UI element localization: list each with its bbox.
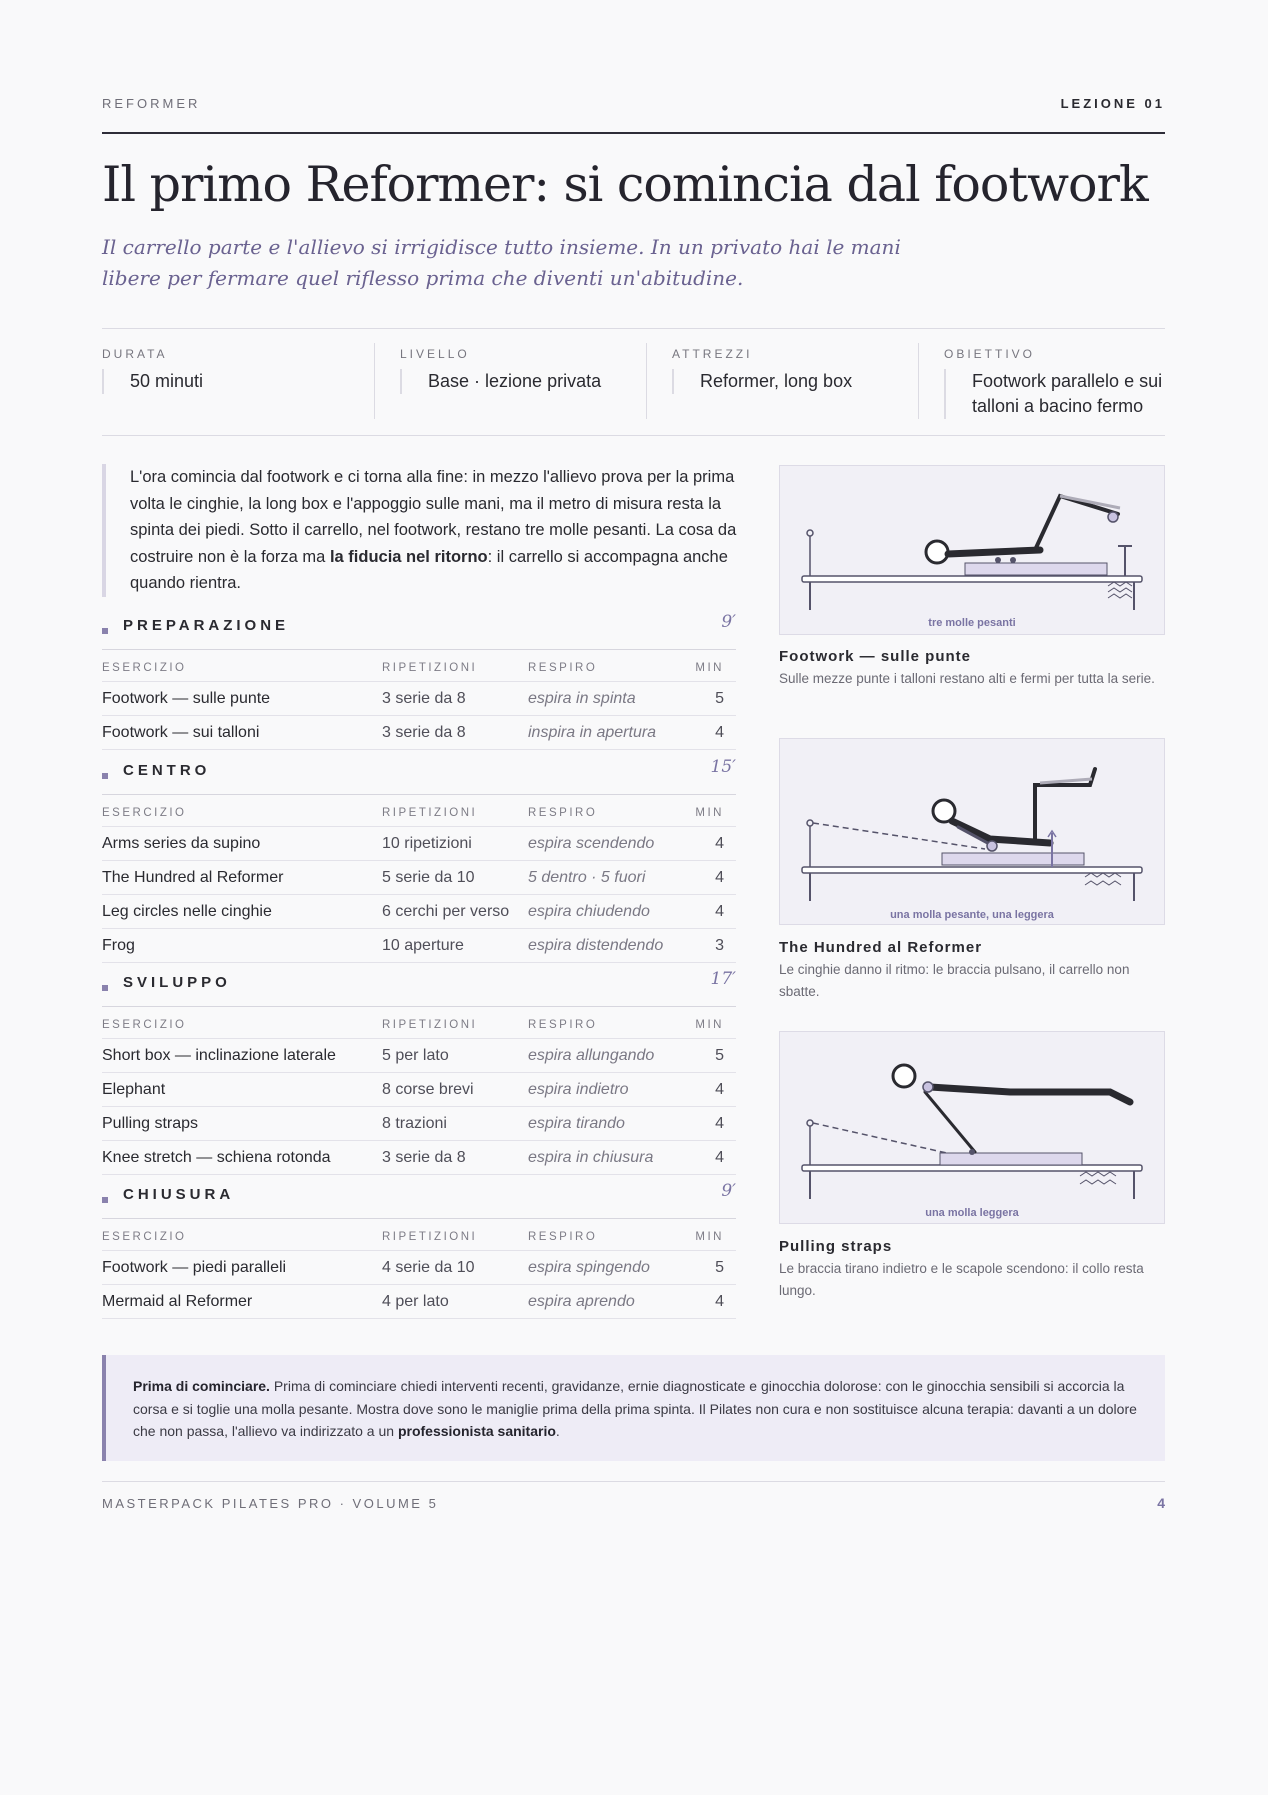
exercise-min: 4	[715, 1115, 724, 1132]
exercise-name: Mermaid al Reformer	[102, 1293, 253, 1310]
exercise-name: Elephant	[102, 1081, 166, 1098]
meta-divider	[918, 343, 919, 419]
exercise-name: Footwork — sulle punte	[102, 690, 271, 707]
exercise-name: Footwork — piedi paralleli	[102, 1259, 287, 1276]
exercise-min: 4	[715, 903, 724, 920]
figure-spring-tag: tre molle pesanti	[928, 617, 1016, 629]
reformer-hundred-illustration	[780, 739, 1166, 926]
meta-label: LIVELLO	[400, 347, 470, 361]
exercise-name: Pulling straps	[102, 1115, 199, 1132]
safety-note	[102, 1355, 1165, 1461]
meta-duration	[102, 329, 362, 435]
meta-equipment	[672, 329, 902, 435]
exercise-reps: 8 trazioni	[382, 1115, 447, 1132]
col-breath: RESPIRO	[528, 1231, 598, 1243]
section-header	[102, 1181, 736, 1219]
section-minutes: 9′	[721, 612, 736, 632]
meta-value: Reformer, long box	[672, 369, 852, 394]
col-breath: RESPIRO	[528, 662, 598, 674]
footer-publication: MASTERPACK PILATES PRO · VOLUME 5	[102, 1496, 439, 1511]
col-exercise: ESERCIZIO	[102, 1231, 187, 1243]
exercise-reps: 6 cerchi per verso	[382, 903, 510, 920]
table-header-row	[102, 1219, 736, 1251]
table-row	[102, 1285, 736, 1319]
col-min: MIN	[695, 1019, 724, 1031]
section-title: CENTRO	[123, 762, 211, 779]
exercise-breath: espira in spinta	[528, 690, 636, 707]
exercise-breath: espira allungando	[528, 1047, 655, 1064]
table-header-row	[102, 795, 736, 827]
meta-divider	[374, 343, 375, 419]
figure-title: Footwork — sulle punte	[779, 648, 972, 665]
exercise-min: 4	[715, 1293, 724, 1310]
table-row	[102, 1073, 736, 1107]
table-row	[102, 1251, 736, 1285]
figure-title: The Hundred al Reformer	[779, 939, 983, 956]
meta-label: OBIETTIVO	[944, 347, 1036, 361]
figure-caption: Le cinghie danno il ritmo: le braccia pulsano, il carrello non sbatte.	[779, 962, 1130, 999]
section-marker-icon	[102, 773, 108, 779]
col-exercise: ESERCIZIO	[102, 807, 187, 819]
col-min: MIN	[695, 1231, 724, 1243]
meta-divider	[646, 343, 647, 419]
table-header-row	[102, 650, 736, 682]
meta-value: 50 minuti	[102, 369, 203, 394]
meta-label: DURATA	[102, 347, 168, 361]
col-reps: RIPETIZIONI	[382, 662, 478, 674]
exercise-breath: espira in chiusura	[528, 1149, 654, 1166]
meta-label: ATTREZZI	[672, 347, 753, 361]
figure-caption: Le braccia tirano indietro e le scapole scendono: il collo resta lungo.	[779, 1261, 1144, 1298]
exercise-min: 4	[715, 835, 724, 852]
table-row	[102, 1141, 736, 1175]
intro-text-end: : il carrello si accompagna anche quando rientra.	[130, 547, 728, 592]
table-row	[102, 682, 736, 716]
section-header	[102, 612, 736, 650]
table-row	[102, 1107, 736, 1141]
exercise-min: 3	[715, 937, 724, 954]
exercise-name: Arms series da supino	[102, 835, 261, 852]
lede: Il carrello parte e l'allievo si irrigidisce tutto insieme. In un privato hai le mani libere per fermare quel riflesso prima che diventi un'abitudine.	[102, 235, 901, 290]
exercise-name: Footwork — sui talloni	[102, 724, 260, 741]
page-footer	[102, 1481, 1165, 1518]
intro-paragraph	[102, 464, 764, 597]
exercise-breath: espira aprendo	[528, 1293, 635, 1310]
exercise-reps: 8 corse brevi	[382, 1081, 474, 1098]
col-reps: RIPETIZIONI	[382, 1231, 478, 1243]
note-lead: Prima di cominciare.	[133, 1378, 270, 1394]
exercise-breath: espira indietro	[528, 1081, 629, 1098]
exercise-name: Short box — inclinazione laterale	[102, 1047, 336, 1064]
section-title: CHIUSURA	[123, 1186, 235, 1203]
table-row	[102, 1039, 736, 1073]
exercise-breath: inspira in apertura	[528, 724, 657, 741]
meta-strip	[102, 328, 1165, 436]
intro-text: L'ora comincia dal footwork e ci torna alla fine: in mezzo l'allievo prova per la prima volta le cinghie, la long box e l'appoggio sulle mani, ma il metro di misura resta la spinta dei piedi. Sotto il carrello, nel footwork, restano tre molle pesanti. La cosa da costruire non è la forza ma	[130, 468, 737, 566]
section-header	[102, 969, 736, 1007]
exercise-min: 4	[715, 1149, 724, 1166]
col-min: MIN	[695, 662, 724, 674]
col-breath: RESPIRO	[528, 1019, 598, 1031]
col-breath: RESPIRO	[528, 807, 598, 819]
exercise-reps: 4 serie da 10	[382, 1259, 475, 1276]
col-exercise: ESERCIZIO	[102, 662, 187, 674]
exercise-reps: 5 per lato	[382, 1047, 449, 1064]
meta-value: Base · lezione privata	[400, 369, 601, 394]
table-row	[102, 827, 736, 861]
intro-emphasis: la fiducia nel ritorno	[329, 547, 488, 566]
section-minutes: 17′	[710, 969, 736, 989]
exercise-name: Frog	[102, 937, 135, 954]
page-number: 4	[1157, 1495, 1165, 1511]
page-title: Il primo Reformer: si comincia dal footwork	[102, 156, 1148, 213]
section-marker-icon	[102, 1197, 108, 1203]
section-title: PREPARAZIONE	[123, 617, 290, 634]
exercise-name: The Hundred al Reformer	[102, 869, 284, 886]
table-row	[102, 895, 736, 929]
exercise-breath: espira tirando	[528, 1115, 625, 1132]
exercise-min: 4	[715, 1081, 724, 1098]
exercise-min: 5	[715, 1259, 724, 1276]
exercise-reps: 4 per lato	[382, 1293, 449, 1310]
reformer-pulling-straps-illustration	[780, 1032, 1166, 1225]
section-title: SVILUPPO	[123, 974, 231, 991]
exercise-breath: espira spingendo	[528, 1259, 650, 1276]
section-minutes: 9′	[721, 1181, 736, 1201]
figure-footwork	[779, 465, 1165, 635]
section-marker-icon	[102, 985, 108, 991]
col-reps: RIPETIZIONI	[382, 807, 478, 819]
exercise-reps: 3 serie da 8	[382, 724, 466, 741]
meta-level	[400, 329, 640, 435]
exercise-reps: 3 serie da 8	[382, 690, 466, 707]
section-marker-icon	[102, 628, 108, 634]
exercise-breath: espira chiudendo	[528, 903, 650, 920]
figure-pulling-straps	[779, 1031, 1165, 1224]
exercise-breath: espira scendendo	[528, 835, 655, 852]
figure-spring-tag: una molla leggera	[925, 1207, 1019, 1219]
exercise-reps: 5 serie da 10	[382, 869, 475, 886]
table-row	[102, 716, 736, 750]
exercise-name: Knee stretch — schiena rotonda	[102, 1149, 331, 1166]
table-row	[102, 929, 736, 963]
header-lesson-label: LEZIONE 01	[1060, 96, 1165, 111]
section-header	[102, 757, 736, 795]
exercise-breath: 5 dentro · 5 fuori	[528, 869, 646, 886]
figure-spring-tag: una molla pesante, una leggera	[890, 909, 1054, 921]
exercise-reps: 10 ripetizioni	[382, 835, 472, 852]
exercise-min: 5	[715, 690, 724, 707]
exercise-reps: 3 serie da 8	[382, 1149, 466, 1166]
col-exercise: ESERCIZIO	[102, 1019, 187, 1031]
note-emphasis: professionista sanitario	[397, 1423, 556, 1439]
exercise-reps: 10 aperture	[382, 937, 464, 954]
running-header	[102, 96, 1165, 134]
note-end: .	[555, 1423, 560, 1439]
exercise-min: 4	[715, 869, 724, 886]
exercise-name: Leg circles nelle cinghie	[102, 903, 272, 920]
col-reps: RIPETIZIONI	[382, 1019, 478, 1031]
exercise-breath: espira distendendo	[528, 937, 664, 954]
col-min: MIN	[695, 807, 724, 819]
table-row	[102, 861, 736, 895]
figure-hundred	[779, 738, 1165, 925]
table-header-row	[102, 1007, 736, 1039]
figure-title: Pulling straps	[779, 1238, 893, 1255]
exercise-min: 5	[715, 1047, 724, 1064]
meta-goal	[944, 329, 1165, 435]
meta-value: Footwork parallelo e sui talloni a bacino fermo	[944, 369, 1167, 419]
reformer-footwork-illustration	[780, 466, 1166, 636]
note-text: Prima di cominciare chiedi interventi recenti, gravidanze, ernie diagnosticate e ginocchia dolorose: con le ginocchia sensibili si accorcia la corsa e si toglie una molla pesante. Mostra dove sono le maniglie prima della prima spinta. Il Pilates non cura e non sostituisce alcuna terapia: davanti a un dolore che non passa, l'allievo va indirizzato a un	[133, 1378, 1137, 1439]
figure-caption: Sulle mezze punte i talloni restano alti e fermi per tutta la serie.	[779, 671, 1155, 686]
exercise-min: 4	[715, 724, 724, 741]
header-section-label: REFORMER	[102, 96, 201, 111]
section-minutes: 15′	[710, 757, 736, 777]
